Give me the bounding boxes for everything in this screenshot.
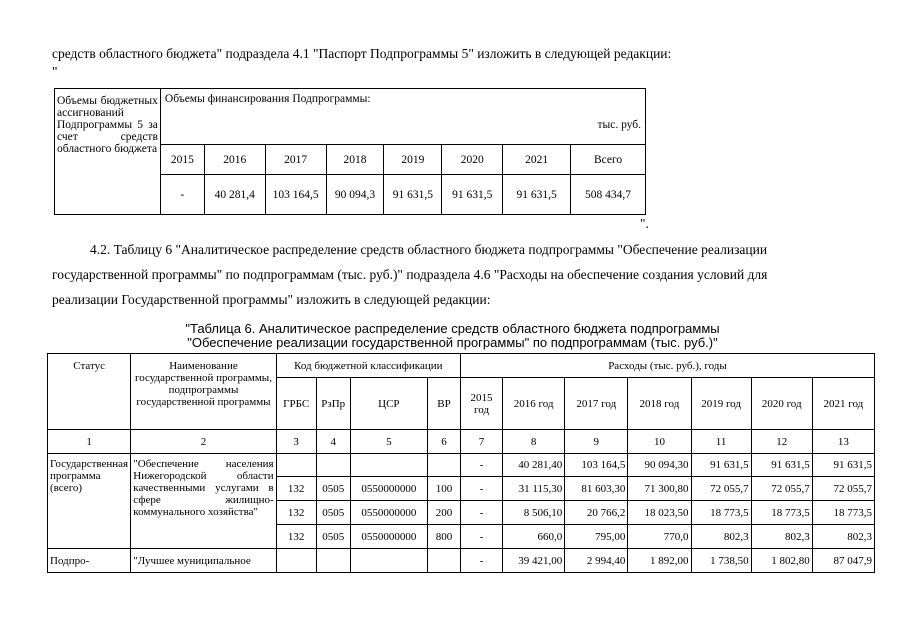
- cell-2015: -: [461, 477, 503, 501]
- cell-2018: 18 023,50: [628, 501, 691, 525]
- header-year-2015: 2015 год: [461, 378, 503, 430]
- header-csr: ЦСР: [350, 378, 427, 430]
- header-year-2021: 2021 год: [812, 378, 874, 430]
- passport-year: 2021: [503, 145, 571, 175]
- para-line-1: 4.2. Таблицу 6 "Аналитическое распределение средств областного бюджета подпрограммы "Обеспечение реализации: [90, 242, 768, 257]
- col-number: 8: [503, 430, 565, 454]
- passport-year: Всего: [571, 145, 646, 175]
- cell-2019: 18 773,5: [691, 501, 751, 525]
- block1-status: Государственная программа (всего): [48, 454, 131, 549]
- cell-2020: 1 802,80: [751, 549, 812, 573]
- cell-2020: 72 055,7: [751, 477, 812, 501]
- cell-csr: [350, 549, 427, 573]
- cell-rzpr: 0505: [316, 477, 350, 501]
- cell-2015: -: [461, 525, 503, 549]
- header-code-group: Код бюджетной классификации: [276, 354, 460, 378]
- header-grbs: ГРБС: [276, 378, 316, 430]
- cell-2015: -: [461, 549, 503, 573]
- cell-2015: -: [461, 501, 503, 525]
- passport-value: -: [160, 175, 204, 215]
- passport-table: [54, 88, 646, 215]
- cell-grbs: [276, 454, 316, 477]
- cell-2017: 81 603,30: [565, 477, 628, 501]
- cell-csr: 0550000000: [350, 525, 427, 549]
- passport-value: 91 631,5: [503, 175, 571, 215]
- cell-2019: 72 055,7: [691, 477, 751, 501]
- table-row: [48, 549, 875, 573]
- header-rzpr: РзПр: [316, 378, 350, 430]
- col-number: 7: [461, 430, 503, 454]
- passport-value: 508 434,7: [571, 175, 646, 215]
- cell-2016: 660,0: [503, 525, 565, 549]
- header-year-2018: 2018 год: [628, 378, 691, 430]
- passport-year: 2018: [326, 145, 384, 175]
- cell-csr: [350, 454, 427, 477]
- col-number: 11: [691, 430, 751, 454]
- cell-rzpr: 0505: [316, 501, 350, 525]
- cell-grbs: [276, 549, 316, 573]
- cell-2016: 31 115,30: [503, 477, 565, 501]
- passport-year: 2020: [442, 145, 503, 175]
- passport-year: 2015: [160, 145, 204, 175]
- header-year-2017: 2017 год: [565, 378, 628, 430]
- cell-2016: 8 506,10: [503, 501, 565, 525]
- cell-2021: 91 631,5: [812, 454, 874, 477]
- para-line-2: государственной программы" по подпрограммам (тыс. руб.)" подраздела 4.6 "Расходы на обеспечение создания условий для: [52, 267, 768, 282]
- cell-2017: 20 766,2: [565, 501, 628, 525]
- col-number: 4: [316, 430, 350, 454]
- cell-vr: 100: [427, 477, 460, 501]
- cell-2021: 87 047,9: [812, 549, 874, 573]
- cell-vr: 200: [427, 501, 460, 525]
- passport-value: 103 164,5: [265, 175, 326, 215]
- block2-name: "Лучшее муниципальное: [131, 549, 276, 573]
- cell-2021: 72 055,7: [812, 477, 874, 501]
- cell-csr: 0550000000: [350, 501, 427, 525]
- header-vr: ВР: [427, 378, 460, 430]
- cell-2017: 2 994,40: [565, 549, 628, 573]
- cell-2019: 802,3: [691, 525, 751, 549]
- header-expenses-group: Расходы (тыс. руб.), годы: [461, 354, 875, 378]
- cell-2020: 802,3: [751, 525, 812, 549]
- para-line-3: реализации Государственной программы" изложить в следующей редакции:: [52, 292, 491, 307]
- cell-rzpr: [316, 549, 350, 573]
- col-number: 9: [565, 430, 628, 454]
- table6-caption-2: "Обеспечение реализации государственной программы" по подпрограммам (тыс. руб.)": [187, 335, 718, 350]
- block1-name: "Обеспечение населения Нижегородской области качественными услугами в сфере жилищно-коммунального хозяйства": [131, 454, 276, 549]
- passport-year: 2017: [265, 145, 326, 175]
- cell-vr: 800: [427, 525, 460, 549]
- cell-2018: 770,0: [628, 525, 691, 549]
- passport-title: Объемы финансирования Подпрограммы:: [164, 93, 371, 105]
- cell-vr: [427, 549, 460, 573]
- block2-status: Подпро-: [48, 549, 131, 573]
- cell-rzpr: 0505: [316, 525, 350, 549]
- col-number: 12: [751, 430, 812, 454]
- header-name: Наименование государственной программы, подпрограммы государственной программы: [131, 354, 276, 430]
- cell-grbs: 132: [276, 477, 316, 501]
- cell-2016: 39 421,00: [503, 549, 565, 573]
- header-year-2019: 2019 год: [691, 378, 751, 430]
- col-number: 5: [350, 430, 427, 454]
- cell-2018: 71 300,80: [628, 477, 691, 501]
- cell-grbs: 132: [276, 501, 316, 525]
- cell-2018: 90 094,30: [628, 454, 691, 477]
- cell-2017: 103 164,5: [565, 454, 628, 477]
- header-year-2016: 2016 год: [503, 378, 565, 430]
- passport-year: 2016: [204, 145, 265, 175]
- col-number: 6: [427, 430, 460, 454]
- col-number: 3: [276, 430, 316, 454]
- passport-value: 91 631,5: [442, 175, 503, 215]
- cell-2020: 18 773,5: [751, 501, 812, 525]
- close-quote: ".: [640, 216, 649, 231]
- col-number: 10: [628, 430, 691, 454]
- cell-2020: 91 631,5: [751, 454, 812, 477]
- passport-title-cell: [160, 89, 645, 145]
- cell-2021: 18 773,5: [812, 501, 874, 525]
- header-status: Статус: [48, 354, 131, 430]
- cell-2021: 802,3: [812, 525, 874, 549]
- col-number: 1: [48, 430, 131, 454]
- cell-2015: -: [461, 454, 503, 477]
- cell-vr: [427, 454, 460, 477]
- table-6: [47, 353, 875, 573]
- header-year-2020: 2020 год: [751, 378, 812, 430]
- passport-year: 2019: [384, 145, 442, 175]
- passport-value: 90 094,3: [326, 175, 384, 215]
- cell-2019: 1 738,50: [691, 549, 751, 573]
- col-number: 13: [812, 430, 874, 454]
- passport-row-label: Объемы бюджетных ассигнований Подпрограммы 5 за счет средств областного бюджета: [55, 89, 161, 215]
- cell-2016: 40 281,40: [503, 454, 565, 477]
- col-number: 2: [131, 430, 276, 454]
- passport-unit: тыс. руб.: [597, 119, 641, 131]
- open-quote: ": [52, 64, 58, 79]
- passport-value: 91 631,5: [384, 175, 442, 215]
- cell-csr: 0550000000: [350, 477, 427, 501]
- cell-2017: 795,00: [565, 525, 628, 549]
- cell-2019: 91 631,5: [691, 454, 751, 477]
- intro-line: средств областного бюджета" подраздела 4.1 "Паспорт Подпрограммы 5" изложить в следующей редакции:: [52, 46, 672, 61]
- cell-2018: 1 892,00: [628, 549, 691, 573]
- cell-grbs: 132: [276, 525, 316, 549]
- table-row: [48, 454, 875, 477]
- cell-rzpr: [316, 454, 350, 477]
- passport-value: 40 281,4: [204, 175, 265, 215]
- table6-caption-1: "Таблица 6. Аналитическое распределение средств областного бюджета подпрограммы: [185, 321, 720, 336]
